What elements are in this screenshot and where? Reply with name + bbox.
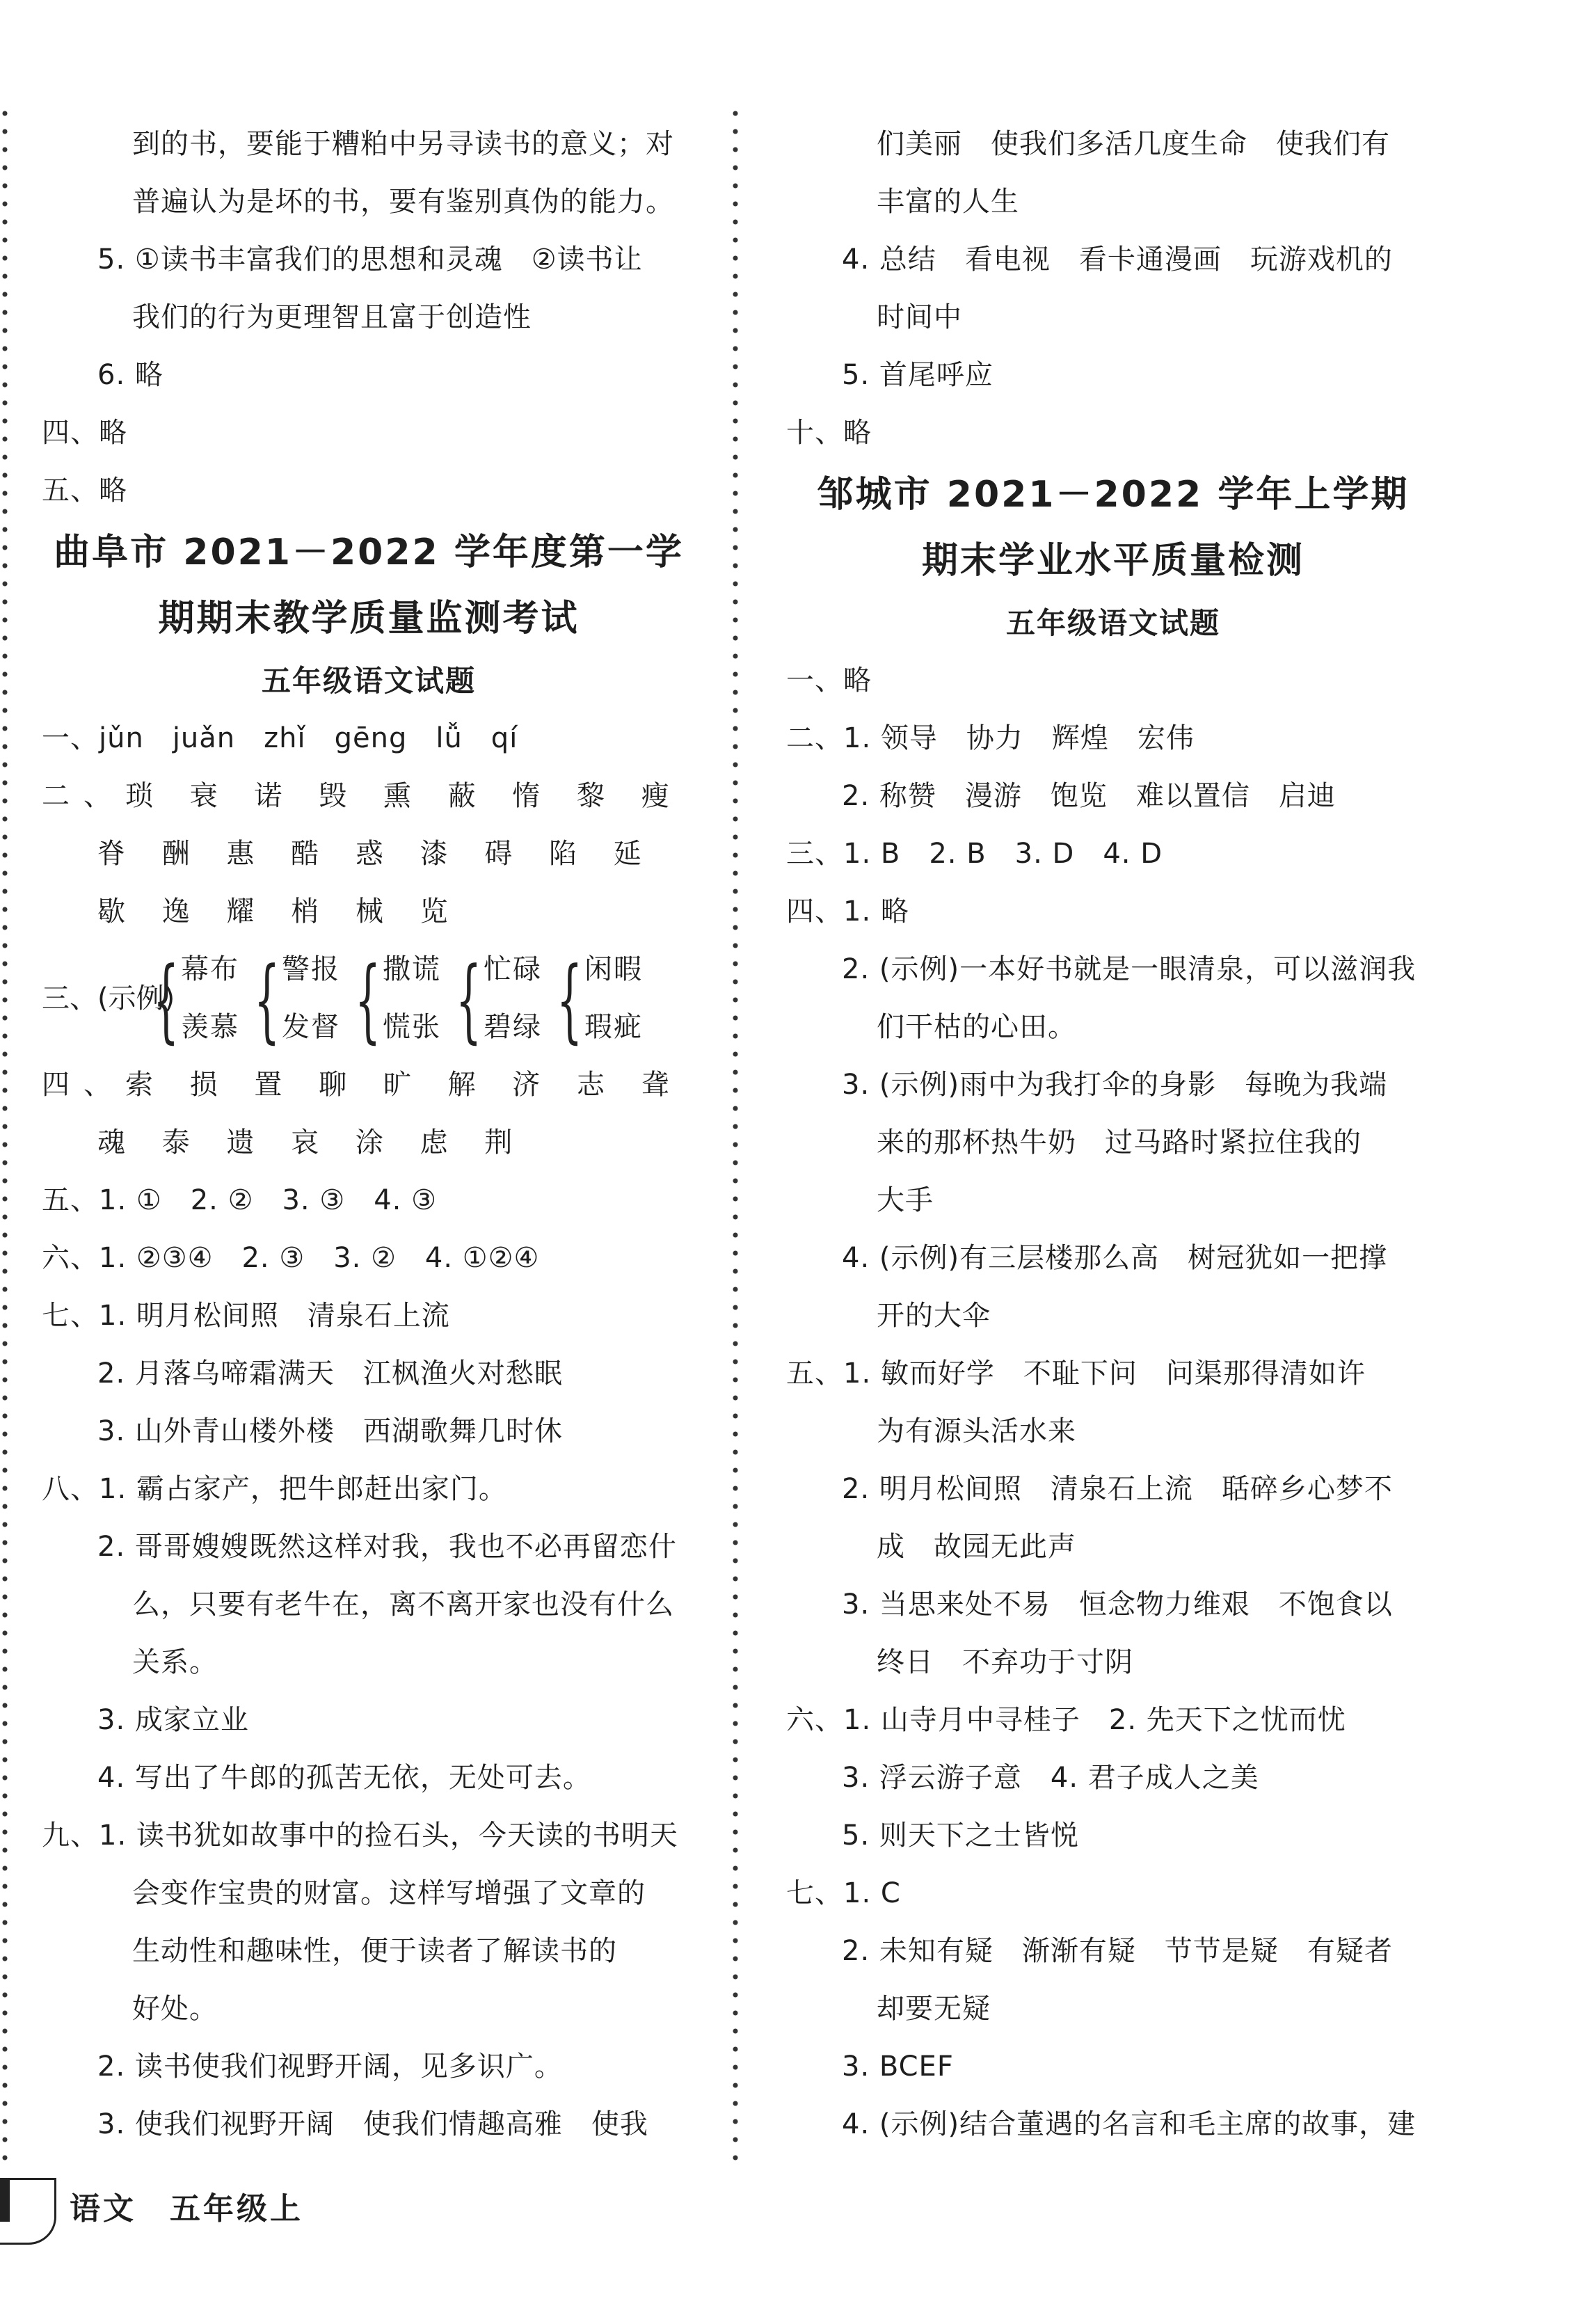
answer-line: 普遍认为是坏的书，要有鉴别真伪的能力。 [132, 186, 674, 218]
zoucheng-answers [786, 652, 1440, 2154]
answer-line: 丰富的人生 [877, 186, 1019, 218]
right-top-answers [786, 116, 1440, 462]
qufu-exam-title-line1: 曲阜市 2021－2022 学年度第一学 [54, 532, 684, 573]
answer-line: 2. 读书使我们视野开阔，见多识广。 [97, 2051, 563, 2083]
brace-word-bottom: 碧绿 [484, 1011, 542, 1043]
left-column [42, 116, 696, 2154]
answer-line: 4. (示例)有三层楼那么高 树冠犹如一把撑 [842, 1242, 1388, 1274]
answer-line: 大手 [877, 1184, 934, 1216]
answer-line: 3. BCEF [842, 2051, 954, 2083]
answer-line: 2. 哥哥嫂嫂既然这样对我，我也不必再留恋什 [97, 1531, 677, 1563]
answer-line: 七、1. 明月松间照 清泉石上流 [42, 1300, 450, 1332]
answer-line: 五、1. 敏而好学 不耻下问 问渠那得清如许 [786, 1358, 1366, 1390]
answer-line: 八、1. 霸占家产，把牛郎赶出家门。 [42, 1473, 507, 1505]
answer-line: 时间中 [877, 301, 962, 333]
answer-line: 2. (示例)一本好书就是一眼清泉，可以滋润我 [842, 953, 1417, 985]
brace-word-top: 幕布 [181, 953, 239, 985]
answer-line: 3. (示例)雨中为我打伞的身影 每晚为我端 [842, 1069, 1388, 1101]
answer-line: 5. 则天下之士皆悦 [842, 1820, 1079, 1852]
answer-line: 二、琐 衰 诺 毁 熏 蔽 惰 黎 瘦 [42, 780, 683, 812]
answer-line: 们美丽 使我们多活几度生命 使我们有 [877, 128, 1390, 160]
answer-line: 们干枯的心田。 [877, 1011, 1076, 1043]
brace-word-bottom: 羡慕 [181, 1011, 239, 1043]
zoucheng-exam-title-line1: 邹城市 2021－2022 学年上学期 [817, 474, 1410, 516]
answer-line: 2. 未知有疑 渐渐有疑 节节是疑 有疑者 [842, 1935, 1393, 1967]
qufu-answers-part2 [42, 1056, 696, 2154]
brace-word-top: 闲暇 [584, 953, 643, 985]
brace-icon: { [153, 947, 179, 1053]
answer-line: 七、1. C [786, 1877, 901, 1909]
left-top-answers [42, 116, 696, 520]
answer-line: 3. 当思来处不易 恒念物力维艰 不饱食以 [842, 1589, 1393, 1621]
qufu-exam-subtitle: 五年级语文试题 [261, 664, 476, 698]
answer-line: 成 故园无此声 [877, 1531, 1076, 1563]
answer-line: 脊 酬 惠 酷 惑 漆 碍 陷 延 [97, 838, 655, 870]
answer-line: 3. 使我们视野开阔 使我们情趣高雅 使我 [97, 2108, 648, 2140]
answer-line: 2. 明月松间照 清泉石上流 聒碎乡心梦不 [842, 1473, 1393, 1505]
answer-line: 到的书，要能于糟粕中另寻读书的意义；对 [132, 128, 674, 160]
answer-line: 开的大伞 [877, 1300, 991, 1332]
answer-line: 3. 成家立业 [97, 1704, 249, 1736]
answer-line: 六、1. 山寺月中寻桂子 2. 先天下之忧而忧 [786, 1704, 1346, 1736]
answer-line: 歇 逸 耀 梢 械 览 [97, 896, 462, 928]
answer-line: 2. 月落乌啼霜满天 江枫渔火对愁眠 [97, 1358, 563, 1390]
answer-line: 6. 略 [97, 359, 163, 391]
answer-line: 5. ①读书丰富我们的思想和灵魂 ②读书让 [97, 244, 643, 276]
answer-line: 四、略 [42, 417, 127, 449]
answer-line: 会变作宝贵的财富。这样写增强了文章的 [132, 1877, 646, 1909]
right-column [786, 116, 1440, 2154]
answer-line: 五、1. ① 2. ② 3. ③ 4. ③ [42, 1184, 437, 1216]
footer-subject-grade: 语文 五年级上 [70, 2191, 303, 2227]
answer-line: 三、1. B 2. B 3. D 4. D [786, 838, 1163, 870]
qufu-answers-part1 [42, 710, 696, 941]
answer-line: 3. 浮云游子意 4. 君子成人之美 [842, 1762, 1259, 1794]
answer-line: 为有源头活水来 [877, 1415, 1076, 1447]
answer-line: 九、1. 读书犹如故事中的捡石头，今天读的书明天 [42, 1820, 678, 1852]
san-example-group [42, 941, 696, 1056]
answer-line: 六、1. ②③④ 2. ③ 3. ② 4. ①②④ [42, 1242, 540, 1274]
brace-icon: { [254, 947, 280, 1053]
brace-word-top: 警报 [282, 953, 340, 985]
answer-line: 4. 总结 看电视 看卡通漫画 玩游戏机的 [842, 244, 1393, 276]
answer-line: 3. 山外青山楼外楼 西湖歌舞几时休 [97, 1415, 563, 1447]
brace-word-top: 撒谎 [383, 953, 441, 985]
answer-line: 二、1. 领导 协力 辉煌 宏伟 [786, 722, 1195, 754]
brace-word-bottom: 慌张 [383, 1011, 441, 1043]
answer-line: 来的那杯热牛奶 过马路时紧拉住我的 [877, 1127, 1362, 1159]
answer-line: 五、略 [42, 475, 127, 507]
zoucheng-exam-subtitle: 五年级语文试题 [1005, 606, 1220, 640]
answer-line: 终日 不弃功于寸阴 [877, 1646, 1133, 1678]
answer-line: 么，只要有老牛在，离不离开家也没有什么 [132, 1589, 674, 1621]
answer-line: 好处。 [132, 1993, 218, 2025]
left-binding-dots [1, 104, 8, 2164]
answer-line: 魂 泰 遗 哀 涂 虑 荆 [97, 1127, 527, 1159]
brace-icon: { [355, 947, 381, 1053]
answer-line: 我们的行为更理智且富于创造性 [132, 301, 532, 333]
san-label: 三、(示例) [42, 982, 175, 1014]
answer-line: 一、jǔn juǎn zhǐ gēng lǚ qí [42, 722, 518, 754]
answer-line: 四、1. 略 [786, 896, 909, 928]
brace-icon: { [557, 947, 583, 1053]
answer-line: 十、略 [786, 417, 872, 449]
page-number-tab [0, 2178, 56, 2245]
brace-word-bottom: 瑕疵 [584, 1011, 643, 1043]
answer-line: 4. 写出了牛郎的孤苦无依，无处可去。 [97, 1762, 591, 1794]
answer-line: 生动性和趣味性，便于读者了解读书的 [132, 1935, 617, 1967]
answer-line: 关系。 [132, 1646, 218, 1678]
zoucheng-exam-title-line2: 期末学业水平质量检测 [921, 540, 1304, 582]
brace-word-bottom: 发督 [282, 1011, 340, 1043]
brace-word-top: 忙碌 [484, 953, 542, 985]
answer-line: 却要无疑 [877, 1993, 991, 2025]
answer-line: 4. (示例)结合董遇的名言和毛主席的故事，建 [842, 2108, 1417, 2140]
column-divider-dots [732, 104, 739, 2164]
qufu-exam-title-line2: 期期末教学质量监测考试 [158, 598, 580, 639]
answer-line: 5. 首尾呼应 [842, 359, 993, 391]
answer-line: 一、略 [786, 664, 872, 697]
brace-icon: { [456, 947, 482, 1053]
answer-line: 四、索 损 置 聊 旷 解 济 志 聋 [42, 1069, 683, 1101]
answer-line: 2. 称赞 漫游 饱览 难以置信 启迪 [842, 780, 1336, 812]
